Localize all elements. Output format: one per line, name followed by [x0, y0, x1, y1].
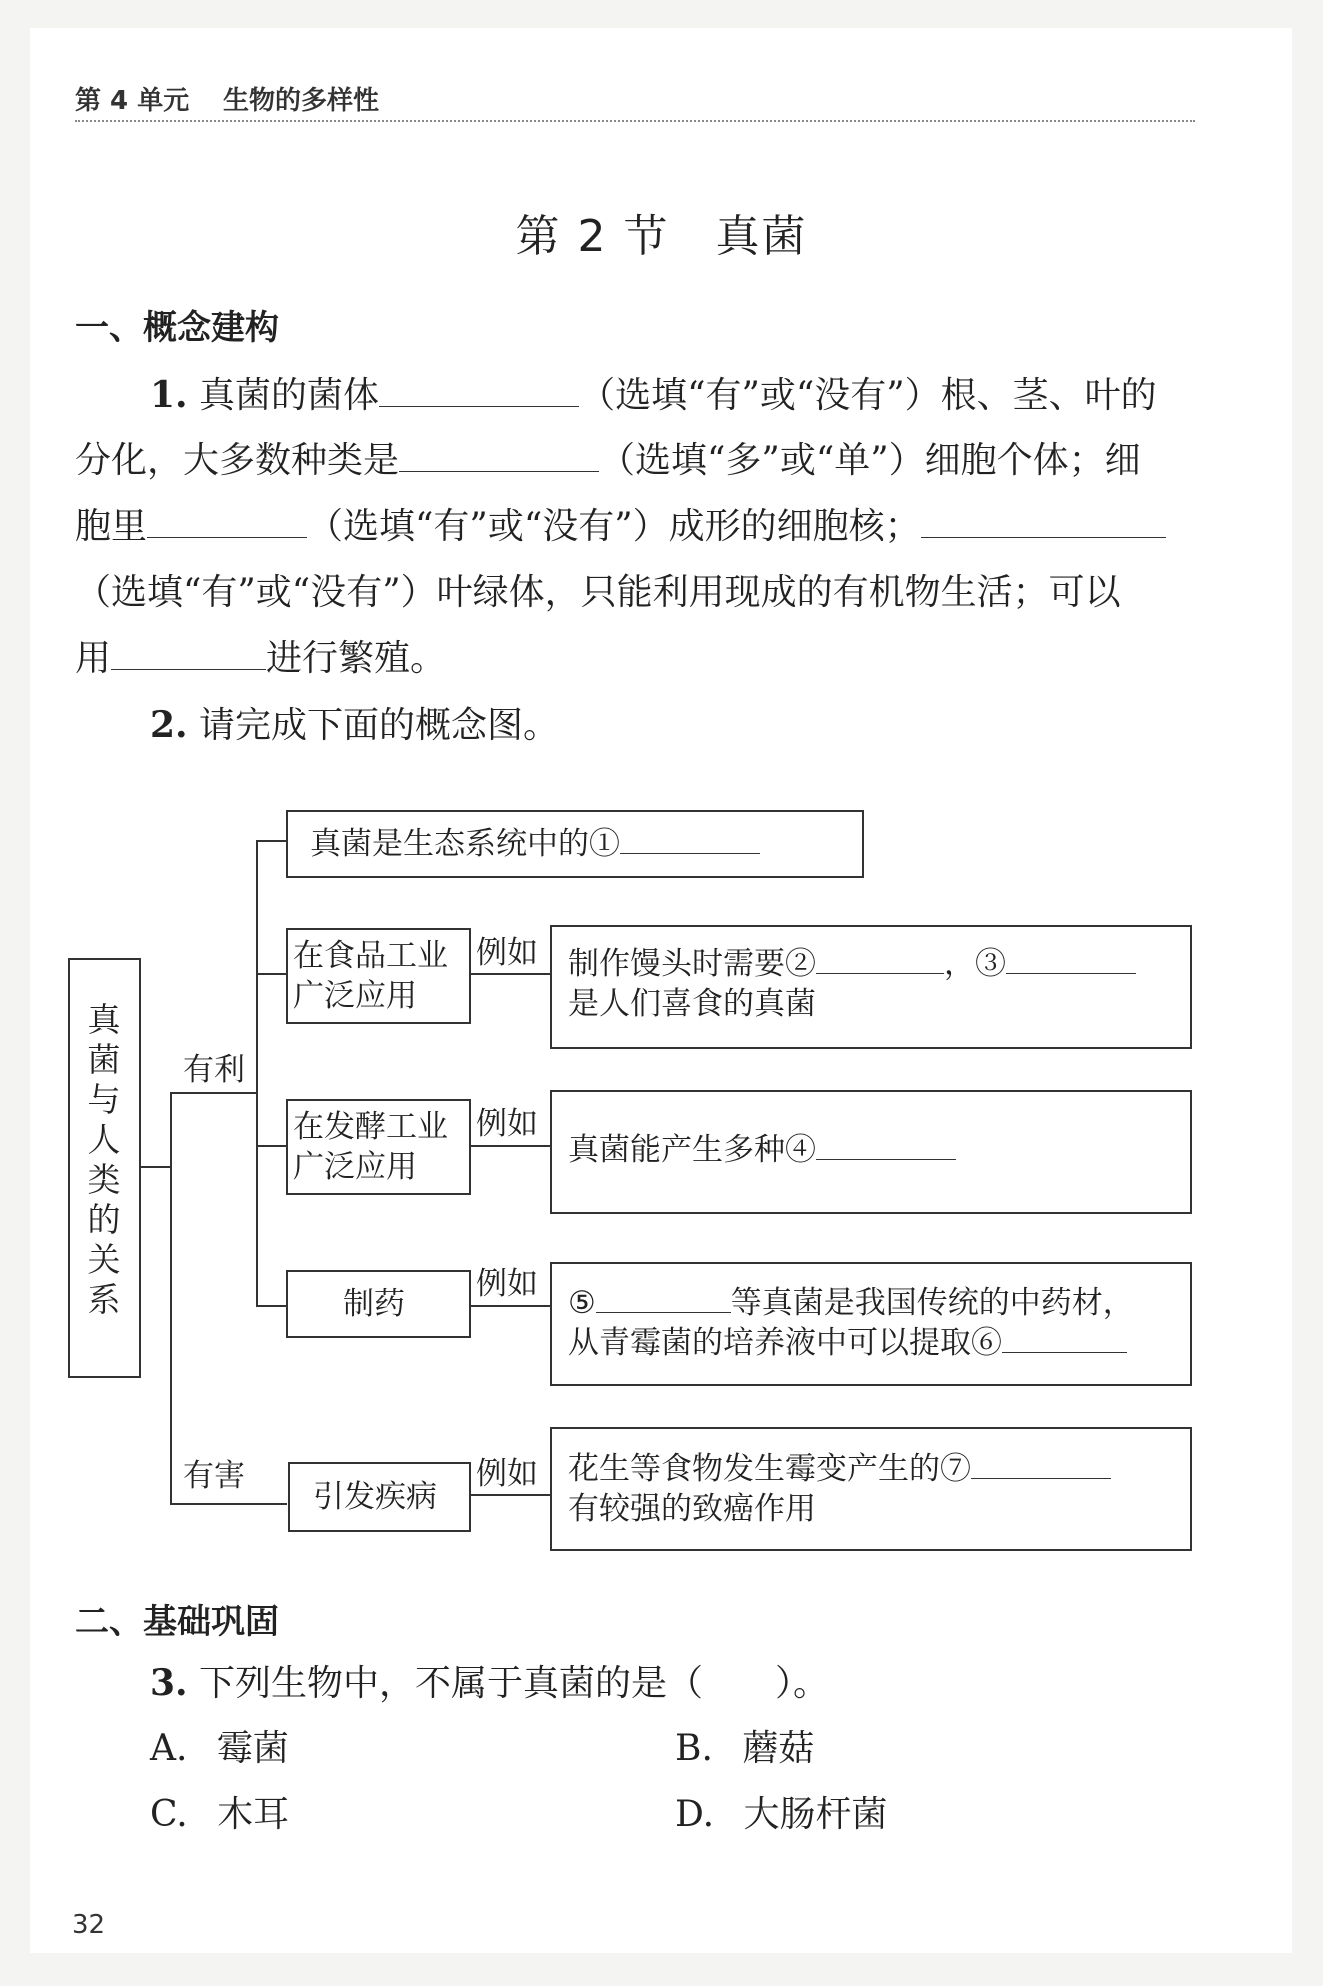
disease-label: 引发疾病: [313, 1479, 437, 1515]
q1-text: 真菌的菌体: [199, 375, 380, 416]
ferment-industry-label: 在发酵工业 广泛应用: [293, 1109, 448, 1185]
q1-text: （选填“有”或“没有”）根、茎、叶的: [579, 375, 1157, 416]
connector: [471, 1145, 551, 1147]
option-b[interactable]: B. 蘑菇: [675, 1728, 815, 1769]
beneficial-label: 有利: [183, 1052, 245, 1088]
unit-label: 第 4 单元: [75, 86, 190, 116]
connector: [170, 1092, 256, 1094]
answer-blank[interactable]: [1002, 1324, 1127, 1353]
connector: [256, 973, 286, 975]
page-number: 32: [72, 1910, 106, 1940]
answer-blank[interactable]: [399, 435, 599, 472]
medicine-example-text: ⑤ 等真菌是我国传统的中药材， 从青霉菌的培养液中可以提取⑥: [568, 1285, 1134, 1361]
example-label: 例如: [476, 1456, 538, 1492]
medicine-label: 制药: [343, 1286, 405, 1322]
answer-blank[interactable]: [921, 501, 1166, 538]
connector: [471, 973, 551, 975]
connector: [471, 1305, 551, 1307]
answer-blank[interactable]: [111, 633, 266, 670]
harmful-label: 有害: [183, 1458, 245, 1494]
example-label: 例如: [476, 935, 538, 971]
option-d[interactable]: D. 大肠杆菌: [675, 1794, 888, 1835]
answer-blank[interactable]: [147, 501, 307, 538]
disease-example-text: 花生等食物发生霉变产生的⑦ 有较强的致癌作用: [568, 1449, 1111, 1529]
q1-text: 进行繁殖。: [266, 638, 447, 679]
q1-text: （选填“多”或“单”）细胞个体；细: [599, 440, 1141, 481]
connector: [256, 840, 258, 1306]
answer-blank[interactable]: [1006, 945, 1136, 974]
section-heading-basics: 二、基础巩固: [75, 1602, 279, 1642]
answer-blank[interactable]: [816, 945, 944, 974]
food-example-text: 制作馒头时需要② ，③ 是人们喜食的真菌: [568, 944, 1136, 1024]
section-heading-concept: 一、概念建构: [75, 308, 279, 348]
answer-blank[interactable]: [620, 825, 760, 854]
q1-text: （选填“有”或“没有”）叶绿体，只能利用现成的有机物生活；可以: [75, 572, 1121, 613]
connector: [471, 1494, 551, 1496]
role-text: 真菌是生态系统中的①: [310, 824, 760, 864]
connector: [256, 840, 286, 842]
connector: [170, 1503, 287, 1505]
answer-blank[interactable]: [971, 1450, 1111, 1479]
answer-blank[interactable]: [379, 370, 579, 407]
example-label: 例如: [476, 1266, 538, 1302]
question-1: [75, 362, 1200, 702]
q2-text: 请完成下面的概念图。: [199, 705, 560, 746]
example-label: 例如: [476, 1106, 538, 1142]
answer-blank[interactable]: [596, 1284, 731, 1313]
q1-text: 胞里: [75, 506, 148, 547]
option-a[interactable]: A. 霉菌: [150, 1728, 289, 1769]
question-number: 2.: [150, 704, 188, 746]
question-number: 1.: [150, 374, 188, 416]
unit-subtitle: 生物的多样性: [223, 86, 380, 116]
q3-stem: 下列生物中，不属于真菌的是（ ）。: [199, 1663, 830, 1704]
question-number: 3.: [150, 1662, 188, 1704]
ferment-example-text: 真菌能产生多种④: [568, 1130, 956, 1170]
q1-text: 用: [75, 638, 112, 679]
connector: [256, 1305, 286, 1307]
connector: [141, 1166, 171, 1168]
question-3: [75, 1650, 1200, 1850]
connector: [256, 1145, 286, 1147]
food-industry-label: 在食品工业 广泛应用: [293, 938, 448, 1014]
section-title: 第 2 节 真菌: [515, 211, 808, 262]
root-label: 真 菌 与 人 类 的 关 系: [87, 1000, 121, 1319]
running-header: [75, 78, 1195, 122]
q1-text: （选填“有”或“没有”）成形的细胞核；: [307, 506, 921, 547]
option-c[interactable]: C. 木耳: [150, 1794, 290, 1835]
answer-blank[interactable]: [816, 1131, 956, 1160]
q1-text: 分化，大多数种类是: [75, 440, 400, 481]
connector: [170, 1092, 172, 1504]
